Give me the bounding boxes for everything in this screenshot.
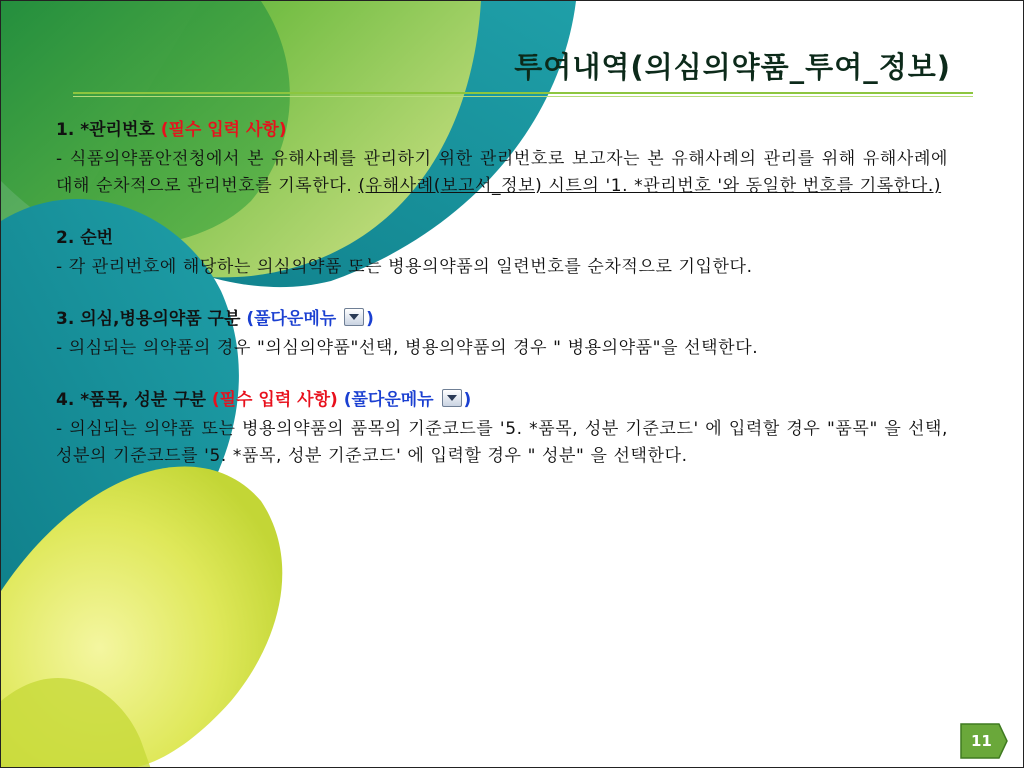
dropdown-arrow-icon (442, 389, 462, 407)
section-3-menu (246, 309, 374, 329)
title-underline-secondary (73, 96, 973, 97)
section-1-body (56, 146, 948, 200)
section-3-heading (56, 306, 948, 332)
section-4-body: - 의심되는 의약품 또는 병용의약품의 품목의 기준코드를 '5. *품목, 성분 기준코드' 에 입력할 경우 "품목" 을 선택, 성분의 기준코드를 '5. *품목, 성분 기준코드' 에 입력할 경우 " 성분" 을 선택한다. (56, 419, 948, 466)
section-3-menu-label: (풀다운메뉴 (246, 309, 337, 329)
slide-title: 투여내역(의심의약품_투여_정보) (514, 50, 951, 84)
dropdown-arrow-icon (344, 308, 364, 326)
section-4-required: (필수 입력 사항) (211, 390, 338, 410)
section-4-menu (344, 390, 472, 410)
section-4-label: 4. *품목, 성분 구분 (56, 390, 206, 410)
section-2-heading: 2. 순번 (56, 228, 114, 248)
section-1-note: (유해사례(보고서_정보) 시트의 '1. *관리번호 '와 동일한 번호를 기록한다.) (358, 176, 942, 196)
section-1-required: (필수 입력 사항) (160, 120, 287, 140)
section-1-label: 1. *관리번호 (56, 120, 155, 140)
section-3-menu-close: ) (366, 309, 374, 329)
section-1-text: - 식품의약품안전청에서 본 유해사례를 관리하기 위한 관리번호로 보고자는 본 유해사례의 관리를 위해 유해사례에 대해 순차적으로 관리번호를 기록한다. (56, 149, 948, 196)
title-underline (73, 92, 973, 94)
section-1-heading (56, 117, 948, 143)
section-3-label: 3. 의심,병용의약품 구분 (56, 309, 241, 329)
content (56, 117, 948, 470)
section-3-body: - 의심되는 의약품의 경우 "의심의약품"선택, 병용의약품의 경우 " 병용의약품"을 선택한다. (56, 338, 759, 358)
section-4-menu-close: ) (463, 390, 472, 410)
section-4-heading (56, 387, 948, 413)
page-number-badge (959, 722, 1009, 760)
page-number: 11 (971, 732, 992, 750)
section-2-body: - 각 관리번호에 해당하는 의심의약품 또는 병용의약품의 일련번호를 순차적으로 기입한다. (56, 257, 753, 277)
section-4-menu-label: (풀다운메뉴 (343, 390, 434, 410)
